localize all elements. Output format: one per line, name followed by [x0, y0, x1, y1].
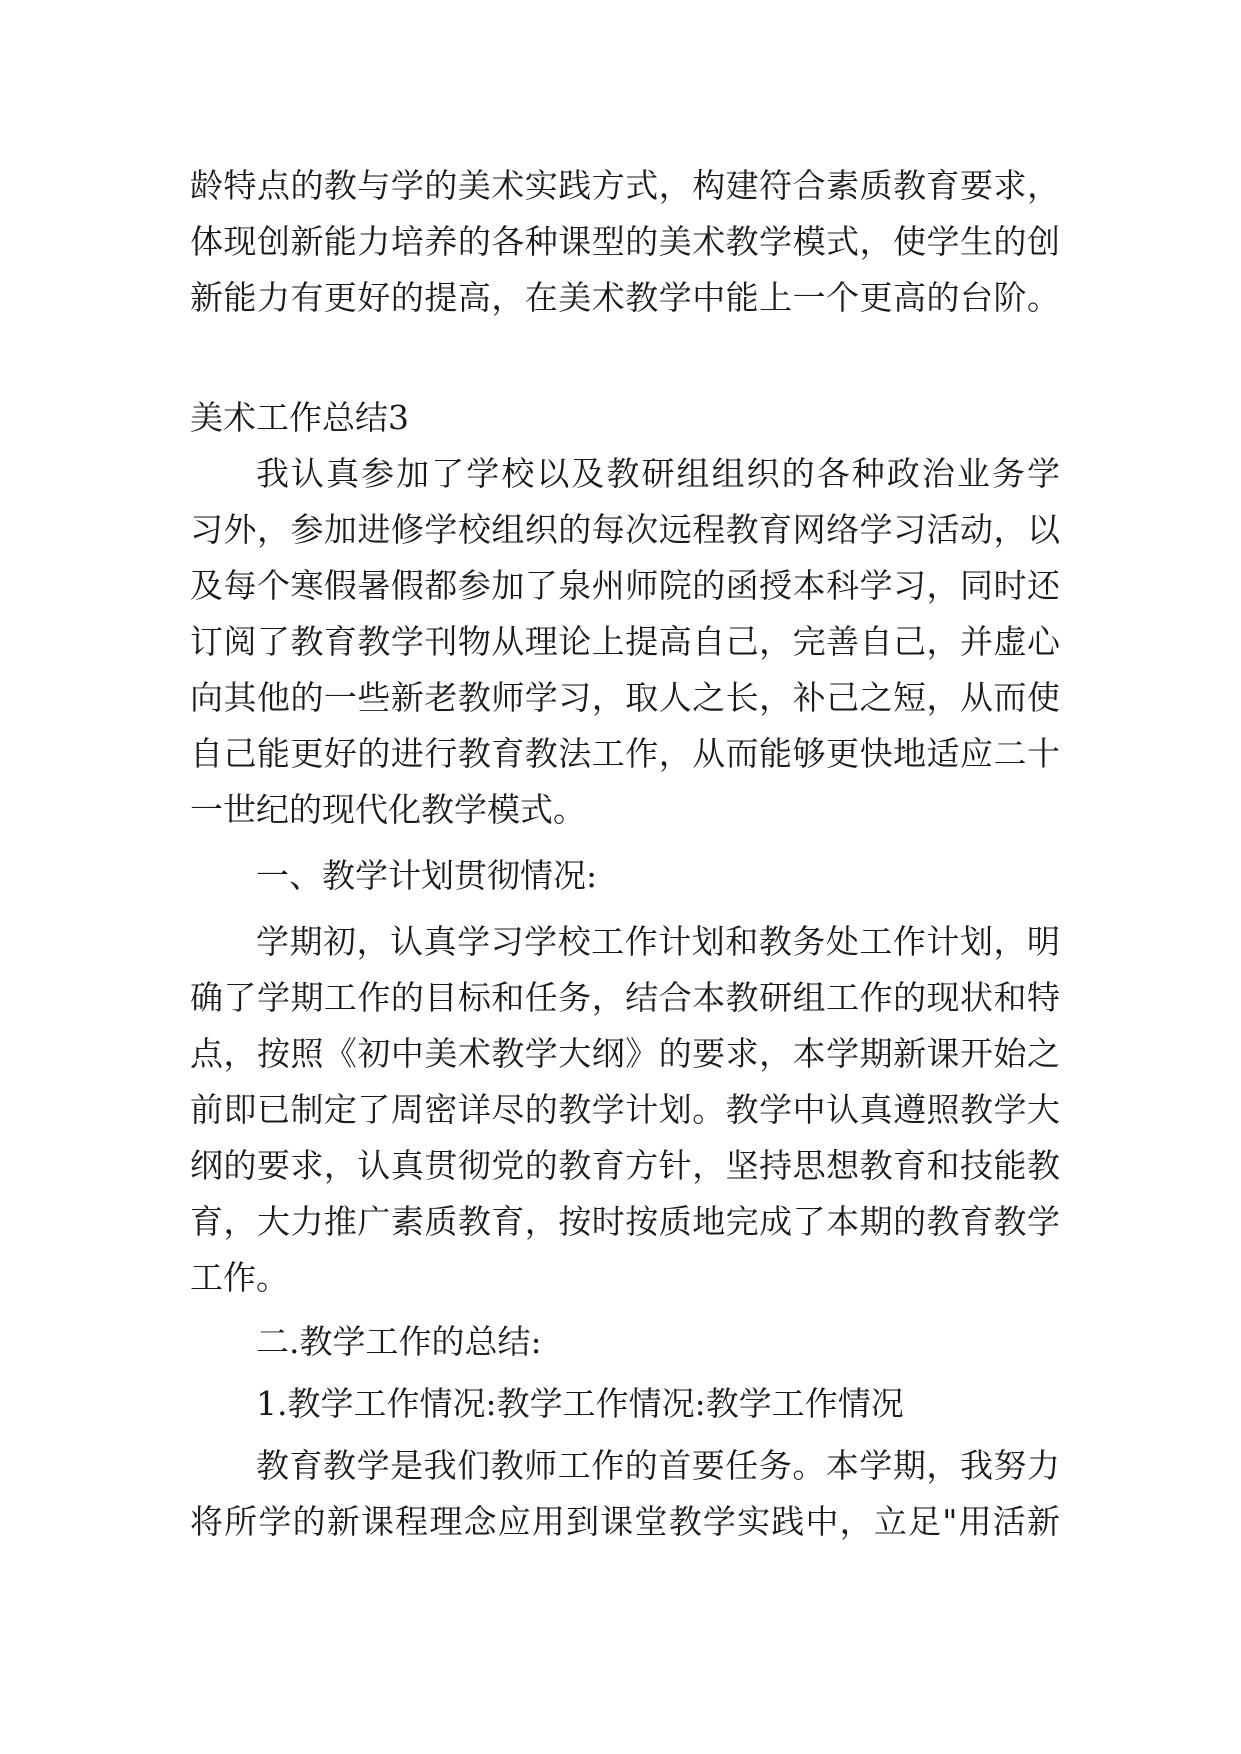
- text-line: 自己能更好的进行教育教法工作，从而能够更快地适应二十: [190, 734, 1060, 773]
- text-line: 前即已制定了周密详尽的教学计划。教学中认真遵照教学大: [190, 1090, 1060, 1129]
- text-line: 教育教学是我们教师工作的首要任务。本学期，我努力: [256, 1446, 1060, 1485]
- subheading: 1.教学工作情况:教学工作情况:教学工作情况: [256, 1384, 904, 1423]
- text-line: 订阅了教育教学刊物从理论上提高自己，完善自己，并虚心: [190, 622, 1060, 661]
- text-line: 纲的要求，认真贯彻党的教育方针，坚持思想教育和技能教: [190, 1146, 1060, 1185]
- text-line: 一世纪的现代化教学模式。: [190, 790, 586, 829]
- text-line: 龄特点的教与学的美术实践方式，构建符合素质教育要求，: [190, 166, 1060, 205]
- text-line: 向其他的一些新老教师学习，取人之长，补己之短，从而使: [190, 678, 1060, 717]
- text-line: 体现创新能力培养的各种课型的美术教学模式，使学生的创: [190, 222, 1060, 261]
- text-line: 将所学的新课程理念应用到课堂教学实践中，立足"用活新: [190, 1502, 1060, 1541]
- text-line: 习外，参加进修学校组织的每次远程教育网络学习活动，以: [190, 510, 1060, 549]
- subheading: 二.教学工作的总结:: [256, 1322, 542, 1361]
- text-line: 新能力有更好的提高，在美术教学中能上一个更高的台阶。: [190, 278, 1060, 317]
- text-line: 育，大力推广素质教育，按时按质地完成了本期的教育教学: [190, 1202, 1060, 1241]
- text-line: 我认真参加了学校以及教研组组织的各种政治业务学: [256, 454, 1060, 493]
- text-line: 及每个寒假暑假都参加了泉州师院的函授本科学习，同时还: [190, 566, 1060, 605]
- text-line: 确了学期工作的目标和任务，结合本教研组工作的现状和特: [190, 978, 1060, 1017]
- subheading: 一、教学计划贯彻情况:: [256, 856, 598, 895]
- text-line: 点，按照《初中美术教学大纲》的要求，本学期新课开始之: [190, 1034, 1060, 1073]
- section-title: 美术工作总结3: [190, 398, 409, 437]
- text-line: 学期初，认真学习学校工作计划和教务处工作计划，明: [256, 922, 1060, 961]
- text-line: 工作。: [190, 1258, 289, 1297]
